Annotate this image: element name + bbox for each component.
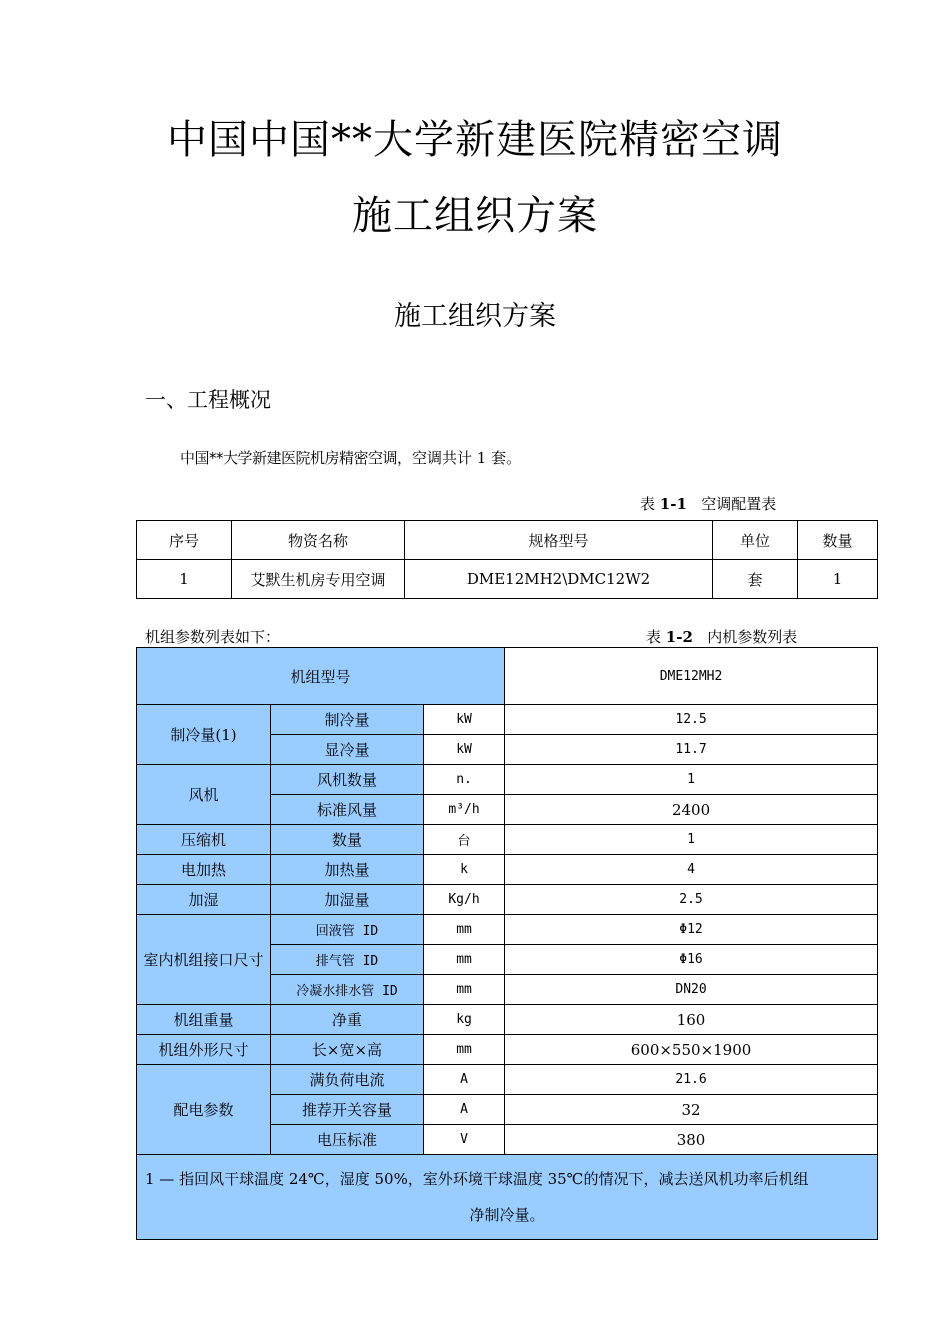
param-cell: 冷凝水排水管 ID (271, 975, 424, 1005)
param-cell: 风机数量 (271, 765, 424, 795)
param-cell: 标准风量 (271, 795, 424, 825)
group-cell: 室内机组接口尺寸 (137, 915, 271, 1005)
param-cell: 加热量 (271, 855, 424, 885)
value-cell: 600×550×1900 (505, 1035, 878, 1065)
value-cell: 1 (505, 825, 878, 855)
unit-cell: A (424, 1095, 505, 1125)
table-cell: 艾默生机房专用空调 (232, 560, 405, 599)
value-cell: 1 (505, 765, 878, 795)
footnote-line2: 净制冷量。 (469, 1206, 545, 1224)
table-cell: DME12MH2\DMC12W2 (405, 560, 713, 599)
group-cell: 加湿 (137, 885, 271, 915)
table-row (137, 1065, 878, 1095)
header-cell: 物资名称 (232, 521, 405, 560)
unit-cell: kW (424, 705, 505, 735)
group-cell: 机组重量 (137, 1005, 271, 1035)
header-cell: 单位 (713, 521, 798, 560)
group-cell: 风机 (137, 765, 271, 825)
model-label-cell: 机组型号 (137, 648, 505, 705)
table1-caption (640, 493, 776, 514)
param-cell: 制冷量 (271, 705, 424, 735)
header-cell: 数量 (798, 521, 878, 560)
unit-cell: kW (424, 735, 505, 765)
table-row (137, 765, 878, 795)
table-row (137, 825, 878, 855)
value-cell: 2.5 (505, 885, 878, 915)
value-cell: 4 (505, 855, 878, 885)
caption-prefix: 表 (640, 495, 660, 513)
model-value-cell: DME12MH2 (505, 648, 878, 705)
unit-cell: m³/h (424, 795, 505, 825)
table-header-row (137, 521, 878, 560)
unit-cell: 台 (424, 825, 505, 855)
document-subtitle: 施工组织方案 (394, 301, 556, 332)
parameter-table (136, 647, 878, 1240)
caption-number: 1-1 (659, 495, 687, 513)
value-cell: DN20 (505, 975, 878, 1005)
intro-paragraph (180, 447, 521, 468)
table-cell: 套 (713, 560, 798, 599)
param-cell: 回液管 ID (271, 915, 424, 945)
value-cell: Φ16 (505, 945, 878, 975)
unit-cell: Kg/h (424, 885, 505, 915)
param-cell: 满负荷电流 (271, 1065, 424, 1095)
config-table (136, 520, 878, 599)
group-cell: 制冷量(1) (137, 705, 271, 765)
table-row (137, 705, 878, 735)
value-cell: 11.7 (505, 735, 878, 765)
caption-prefix: 表 (646, 628, 666, 646)
section-heading: 一、工程概况 (145, 388, 271, 412)
param-cell: 净重 (271, 1005, 424, 1035)
caption-title: 空调配置表 (701, 495, 777, 513)
group-cell: 压缩机 (137, 825, 271, 855)
unit-cell: mm (424, 945, 505, 975)
value-cell: 21.6 (505, 1065, 878, 1095)
param-cell: 推荐开关容量 (271, 1095, 424, 1125)
table2-lead: 机组参数列表如下： (145, 628, 281, 646)
unit-cell: mm (424, 975, 505, 1005)
value-cell: 380 (505, 1125, 878, 1155)
value-cell: 2400 (505, 795, 878, 825)
header-cell: 序号 (137, 521, 232, 560)
group-cell: 配电参数 (137, 1065, 271, 1155)
table-cell: 1 (137, 560, 232, 599)
value-cell: 32 (505, 1095, 878, 1125)
value-cell: 12.5 (505, 705, 878, 735)
footnote-line1: 1 — 指回风干球温度 24℃，湿度 50%，室外环境干球温度 35℃的情况下，减去送风机功率后机组 (145, 1170, 809, 1188)
param-cell: 显冷量 (271, 735, 424, 765)
table-row (137, 1155, 878, 1240)
table-row (137, 560, 878, 599)
table-cell: 1 (798, 560, 878, 599)
table-row (137, 1035, 878, 1065)
table-row (137, 885, 878, 915)
unit-cell: n. (424, 765, 505, 795)
param-cell: 数量 (271, 825, 424, 855)
param-cell: 加湿量 (271, 885, 424, 915)
caption-number: 1-2 (665, 628, 693, 646)
table2-caption (646, 626, 797, 647)
table-row (137, 1005, 878, 1035)
group-cell: 机组外形尺寸 (137, 1035, 271, 1065)
table-row (137, 648, 878, 705)
param-cell: 长×宽×高 (271, 1035, 424, 1065)
param-cell: 排气管 ID (271, 945, 424, 975)
document-title-line2: 施工组织方案 (352, 193, 598, 239)
footnote-cell (137, 1155, 878, 1240)
unit-cell: k (424, 855, 505, 885)
intro-text: ，空调共计 1 套。 (397, 449, 522, 467)
unit-cell: mm (424, 1035, 505, 1065)
document-title: 中国中国**大学新建医院精密空调 (167, 117, 783, 163)
value-cell: Φ12 (505, 915, 878, 945)
table-row (137, 855, 878, 885)
caption-title: 内机参数列表 (707, 628, 798, 646)
unit-cell: V (424, 1125, 505, 1155)
unit-cell: mm (424, 915, 505, 945)
param-cell: 电压标准 (271, 1125, 424, 1155)
intro-bold: 中国**大学新建医院机房精密空调 (180, 449, 398, 467)
unit-cell: kg (424, 1005, 505, 1035)
table-row (137, 915, 878, 945)
value-cell: 160 (505, 1005, 878, 1035)
unit-cell: A (424, 1065, 505, 1095)
header-cell: 规格型号 (405, 521, 713, 560)
group-cell: 电加热 (137, 855, 271, 885)
